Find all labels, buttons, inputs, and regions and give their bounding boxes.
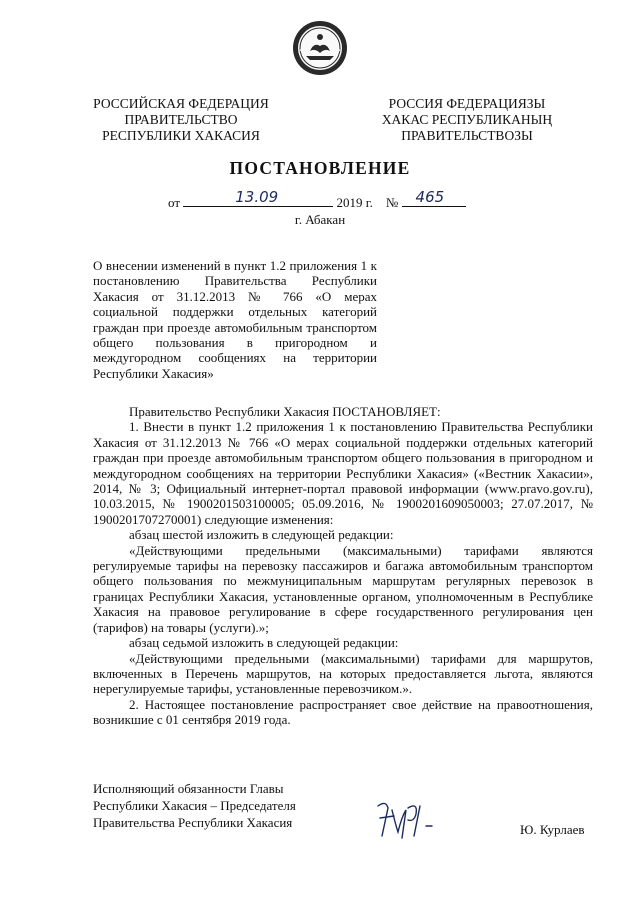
signatory-position-line: Правительства Республики Хакасия xyxy=(93,815,293,830)
header-left-line: РЕСПУБЛИКИ ХАКАСИЯ xyxy=(102,128,260,143)
header-left xyxy=(86,96,276,144)
body-paragraph: абзац седьмой изложить в следующей редакции: xyxy=(129,635,399,651)
header-right-line: ПРАВИТЕЛЬСТВОЗЫ xyxy=(401,128,533,143)
date-year: 2019 г. xyxy=(336,195,373,210)
coat-of-arms-icon xyxy=(292,20,348,76)
number-sign: № xyxy=(385,195,399,210)
handwritten-signature xyxy=(372,796,442,842)
city: г. Абакан xyxy=(294,212,346,227)
body-paragraph: «Действующими предельными (максимальными) тарифами для маршрутов, включенных в Перечень маршрутов, на которых предоставляется льгота, являются нерегулируемые тарифы, установленные перевозчиком.». xyxy=(93,650,593,697)
body-paragraph: 1. Внести в пункт 1.2 приложения 1 к постановлению Правительства Республики Хакасия от 31.12.2013 № 766 «О мерах социальной поддержки отдельных категорий граждан при проезде автомобильным транспортом общего пользования в пригородном и междугородном сообщениях на территории Республики Хакасия» («Вестник Хакасии», 2014, № 3; Официальный интернет-портал правовой информации (www.pravo.gov.ru), 10.03.2015, № 1900201503100005; 05.09.2016, № 1900201609050003; 27.07.2017, № 1900201707270001) следующие изменения: xyxy=(93,419,593,527)
header-left-line: РОССИЙСКАЯ ФЕДЕРАЦИЯ xyxy=(93,96,269,111)
date-number-line xyxy=(168,188,488,211)
document-body xyxy=(93,404,593,728)
number-field xyxy=(402,188,466,207)
document-subject: О внесении изменений в пункт 1.2 приложения 1 к постановлению Правительства Республики Хакасия от 31.12.2013 № 766 «О мерах социальной поддержки отдельных категорий граждан при проезде автомобильным транспортом общего пользования в пригородном и междугородном сообщениях на территории Республики Хакасия» xyxy=(93,258,377,381)
document-title: ПОСТАНОВЛЕНИЕ xyxy=(229,158,411,178)
body-paragraph: 2. Настоящее постановление распространяет свое действие на правоотношения, возникшие с 01 сентября 2019 года. xyxy=(93,696,593,728)
body-paragraph: Правительство Республики Хакасия ПОСТАНОВЛЯЕТ: xyxy=(129,404,441,419)
signatory-position xyxy=(93,780,296,831)
signatory-position-line: Республики Хакасия – Председателя xyxy=(93,798,296,813)
handwritten-number: 465 xyxy=(415,188,445,206)
date-field xyxy=(183,188,333,207)
signer-name: Ю. Курлаев xyxy=(520,822,585,837)
header-right-line: РОССИЯ ФЕДЕРАЦИЯЗЫ xyxy=(388,96,546,111)
header-right-line: ХАКАС РЕСПУБЛИКАНЫҢ xyxy=(381,112,553,127)
body-paragraph: абзац шестой изложить в следующей редакции: xyxy=(129,527,394,543)
body-paragraph: «Действующими предельными (максимальными) тарифами являются регулируемые тарифы на перевозку пассажиров и багажа автомобильным транспортом общего пользования по межмуниципальным маршрутам регулярных перевозок в границах Республики Хакасия, установленные органом, уполномоченным в Республике Хакасия на правовое регулирование в сфере государственного регулирования цен (тарифов) на товары (услуги).»; xyxy=(93,542,593,635)
header-left-line: ПРАВИТЕЛЬСТВО xyxy=(124,112,238,127)
date-prefix: от xyxy=(168,195,181,210)
handwritten-date: 13.09 xyxy=(235,188,279,206)
header-right xyxy=(372,96,562,144)
signatory-position-line: Исполняющий обязанности Главы xyxy=(93,781,284,796)
